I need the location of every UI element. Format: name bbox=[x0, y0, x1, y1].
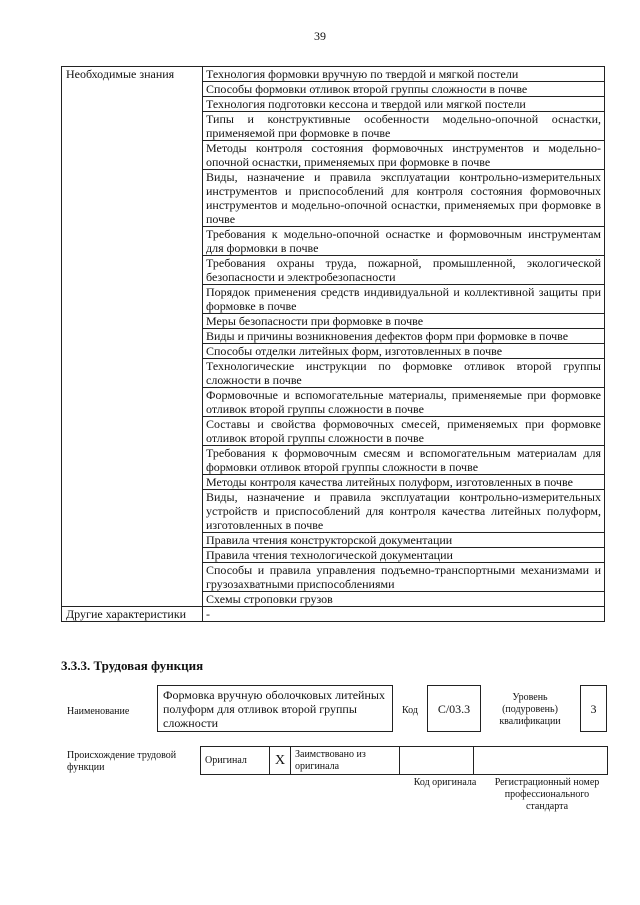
registration-number-caption: Регистрационный номер профессионального стандарта bbox=[494, 777, 600, 812]
qualification-level-value: 3 bbox=[590, 702, 597, 716]
page-number: 39 bbox=[314, 29, 326, 43]
knowledge-item: Требования к модельно-опочной оснастке и формовочным инструментам для формовки в почве bbox=[203, 227, 605, 256]
knowledge-item: Технология подготовки кессона и твердой или мягкой постели bbox=[203, 97, 605, 112]
knowledge-item: Требования к формовочным смесям и вспомогательным материалам для формовки отливок второй группы сложности в почве bbox=[203, 446, 605, 475]
knowledge-item: Методы контроля качества литейных полуформ, изготовленных в почве bbox=[203, 475, 605, 490]
knowledge-item: Виды, назначение и правила эксплуатации контрольно-измерительных инструментов и приспособлений для контроля состояния формовочных инструментов и модельно-опочной оснастки, применяемых при формовке в почве bbox=[203, 170, 605, 227]
code-value: С/03.3 bbox=[437, 702, 471, 716]
knowledge-item: Правила чтения технологической документации bbox=[203, 548, 605, 563]
original-code-caption: Код оригинала bbox=[413, 777, 477, 788]
origin-table bbox=[200, 746, 608, 775]
knowledge-item: Способы отделки литейных форм, изготовленных в почве bbox=[203, 344, 605, 359]
knowledge-item: Схемы строповки грузов bbox=[203, 592, 605, 607]
knowledge-item: Методы контроля состояния формовочных инструментов и модельно-опочной оснастки, применяемых при формовке в почве bbox=[203, 141, 605, 170]
knowledge-item: Требования охраны труда, пожарной, промышленной, экологической безопасности и электробезопасности bbox=[203, 256, 605, 285]
knowledge-item: Типы и конструктивные особенности модельно-опочной оснастки, применяемой при формовке в почве bbox=[203, 112, 605, 141]
knowledge-item: Порядок применения средств индивидуальной и коллективной защиты при формовке в почве bbox=[203, 285, 605, 314]
knowledge-item: Виды, назначение и правила эксплуатации контрольно-измерительных устройств и приспособлений для контроля качества литейных полуформ, изготовленных в почве bbox=[203, 490, 605, 533]
name-value: Формовка вручную оболочковых литейных полуформ для отливок второй группы сложности bbox=[163, 688, 385, 730]
origin-label: Происхождение трудовой функции bbox=[67, 750, 177, 773]
name-label: Наименование bbox=[67, 706, 130, 717]
qualification-level-label: Уровень (подуровень) квалификации bbox=[499, 692, 561, 727]
original-label: Оригинал bbox=[201, 747, 270, 775]
knowledge-item: Правила чтения конструкторской документации bbox=[203, 533, 605, 548]
knowledge-item: Способы формовки отливок второй группы сложности в почве bbox=[203, 82, 605, 97]
section-heading: 3.3.3. Трудовая функция bbox=[61, 658, 204, 673]
knowledge-item: Меры безопасности при формовке в почве bbox=[203, 314, 605, 329]
knowledge-item: Формовочные и вспомогательные материалы, применяемые при формовке отливок второй группы сложности в почве bbox=[203, 388, 605, 417]
knowledge-label: Необходимые знания bbox=[62, 67, 203, 607]
knowledge-table bbox=[61, 66, 605, 622]
original-code-cell bbox=[400, 747, 474, 775]
borrowed-label: Заимствовано из оригинала bbox=[291, 747, 400, 775]
other-value: - bbox=[203, 607, 605, 622]
knowledge-item: Технологические инструкции по формовке отливок второй группы сложности в почве bbox=[203, 359, 605, 388]
knowledge-item: Виды и причины возникновения дефектов форм при формовке в почве bbox=[203, 329, 605, 344]
knowledge-item: Способы и правила управления подъемно-транспортными механизмами и грузозахватными приспособлениями bbox=[203, 563, 605, 592]
code-label: Код bbox=[402, 705, 418, 716]
other-label: Другие характеристики bbox=[62, 607, 203, 622]
knowledge-item: Технология формовки вручную по твердой и мягкой постели bbox=[203, 67, 605, 82]
registration-number-cell bbox=[474, 747, 608, 775]
original-mark: X bbox=[270, 747, 291, 775]
knowledge-item: Составы и свойства формовочных смесей, применяемых при формовке отливок второй группы сложности в почве bbox=[203, 417, 605, 446]
